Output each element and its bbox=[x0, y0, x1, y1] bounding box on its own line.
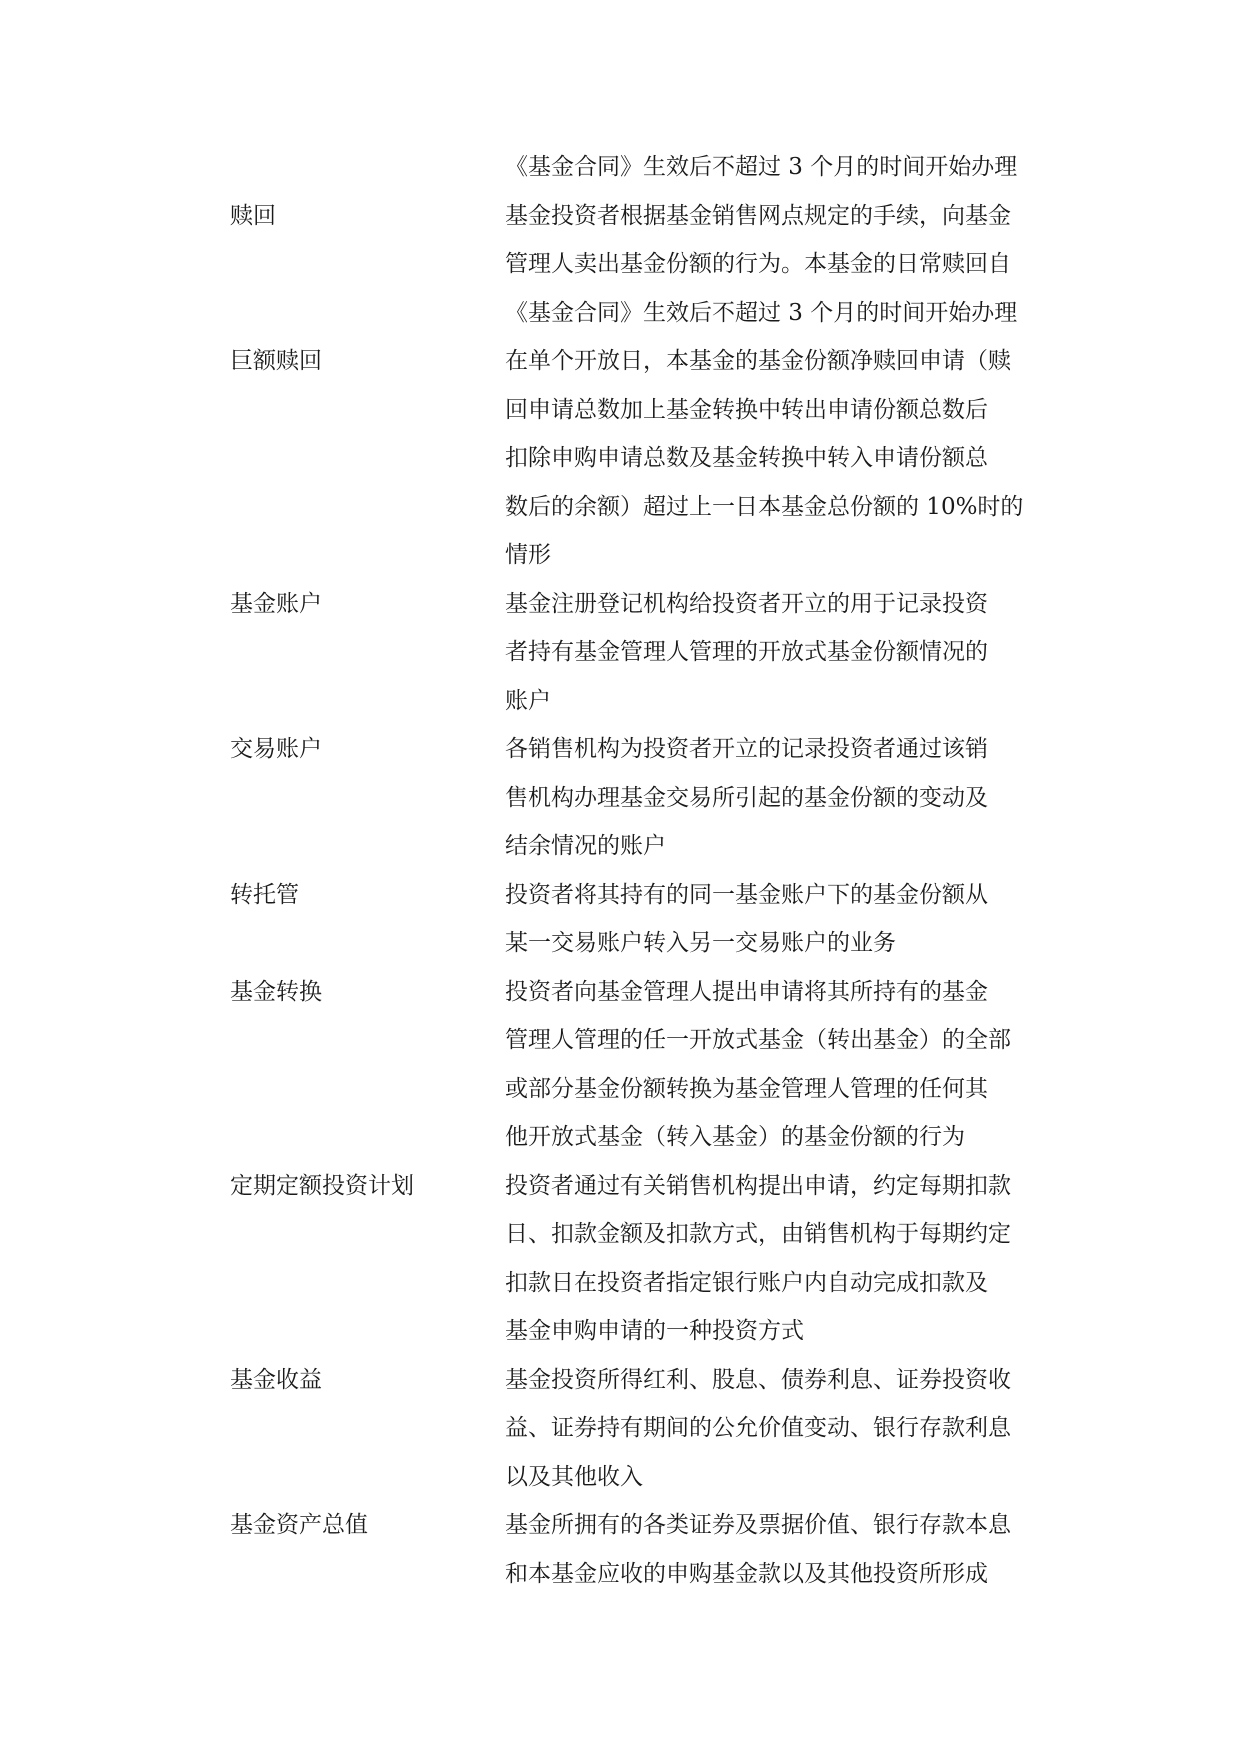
definition-text bbox=[505, 192, 1060, 338]
definition-line: 基金投资者根据基金销售网点规定的手续，向基金 bbox=[505, 202, 1011, 229]
definition-text bbox=[505, 337, 1060, 580]
definition-line: 回申请总数加上基金转换中转出申请份额总数后 bbox=[505, 396, 988, 423]
definition-term: 转托管 bbox=[230, 881, 299, 908]
definition-text bbox=[505, 1501, 1060, 1598]
definitions-list bbox=[230, 143, 1060, 1598]
definition-text bbox=[505, 968, 1060, 1162]
definition-line: 基金所拥有的各类证券及票据价值、银行存款本息 bbox=[505, 1512, 1011, 1538]
definition-line: 和本基金应收的申购基金款以及其他投资所形成 bbox=[505, 1560, 988, 1587]
definition-entry bbox=[230, 725, 1060, 871]
definition-line: 扣除申购申请总数及基金转换中转入申请份额总 bbox=[505, 445, 988, 471]
definition-line: 某一交易账户转入另一交易账户的业务 bbox=[505, 930, 896, 956]
definition-entry bbox=[230, 143, 1060, 192]
definition-line: 以及其他收入 bbox=[505, 1463, 643, 1490]
definition-entry bbox=[230, 192, 1060, 338]
definition-line: 情形 bbox=[505, 542, 551, 568]
definition-entry bbox=[230, 968, 1060, 1162]
definition-entry bbox=[230, 580, 1060, 726]
definition-entry bbox=[230, 1501, 1060, 1598]
definition-term: 巨额赎回 bbox=[230, 348, 322, 374]
definition-text bbox=[505, 1356, 1060, 1502]
definition-line: 售机构办理基金交易所引起的基金份额的变动及 bbox=[505, 784, 988, 811]
definition-term: 赎回 bbox=[230, 202, 276, 229]
definition-line: 基金申购申请的一种投资方式 bbox=[505, 1318, 804, 1344]
definition-text bbox=[505, 143, 1060, 192]
definition-line: 基金投资所得红利、股息、债券利息、证券投资收 bbox=[505, 1366, 1011, 1393]
definition-term: 基金账户 bbox=[230, 590, 322, 617]
definition-text bbox=[505, 725, 1060, 871]
definition-line: 《基金合同》生效后不超过 3 个月的时间开始办理 bbox=[505, 154, 1018, 180]
definition-entry bbox=[230, 337, 1060, 580]
definition-text bbox=[505, 580, 1060, 726]
definition-line: 在单个开放日，本基金的基金份额净赎回申请（赎 bbox=[505, 348, 1011, 374]
definition-line: 投资者通过有关销售机构提出申请，约定每期扣款 bbox=[505, 1172, 1011, 1199]
definition-entry bbox=[230, 1162, 1060, 1356]
definition-line: 各销售机构为投资者开立的记录投资者通过该销 bbox=[505, 736, 988, 762]
definition-term: 交易账户 bbox=[230, 736, 322, 762]
definition-line: 日、扣款金额及扣款方式，由销售机构于每期约定 bbox=[505, 1221, 1011, 1247]
definition-line: 或部分基金份额转换为基金管理人管理的任何其 bbox=[505, 1075, 988, 1102]
definition-term: 基金资产总值 bbox=[230, 1512, 368, 1538]
definition-line: 账户 bbox=[505, 687, 551, 714]
definition-line: 投资者向基金管理人提出申请将其所持有的基金 bbox=[505, 978, 988, 1005]
definition-text bbox=[505, 871, 1060, 968]
definition-line: 者持有基金管理人管理的开放式基金份额情况的 bbox=[505, 639, 988, 665]
definition-line: 投资者将其持有的同一基金账户下的基金份额从 bbox=[505, 881, 988, 908]
definition-term: 定期定额投资计划 bbox=[230, 1172, 414, 1199]
definition-entry bbox=[230, 871, 1060, 968]
definition-line: 他开放式基金（转入基金）的基金份额的行为 bbox=[505, 1124, 965, 1150]
definition-line: 管理人管理的任一开放式基金（转出基金）的全部 bbox=[505, 1027, 1011, 1053]
definition-line: 管理人卖出基金份额的行为。本基金的日常赎回自 bbox=[505, 251, 1011, 277]
definition-entry bbox=[230, 1356, 1060, 1502]
definition-line: 数后的余额）超过上一日本基金总份额的 10%时的 bbox=[505, 493, 1024, 520]
definition-line: 结余情况的账户 bbox=[505, 833, 666, 859]
definition-line: 《基金合同》生效后不超过 3 个月的时间开始办理 bbox=[505, 299, 1018, 326]
definition-line: 扣款日在投资者指定银行账户内自动完成扣款及 bbox=[505, 1269, 988, 1296]
definition-text bbox=[505, 1162, 1060, 1356]
definition-term: 基金转换 bbox=[230, 978, 322, 1005]
definition-term: 基金收益 bbox=[230, 1366, 322, 1393]
definition-line: 基金注册登记机构给投资者开立的用于记录投资 bbox=[505, 590, 988, 617]
definition-line: 益、证券持有期间的公允价值变动、银行存款利息 bbox=[505, 1415, 1011, 1441]
